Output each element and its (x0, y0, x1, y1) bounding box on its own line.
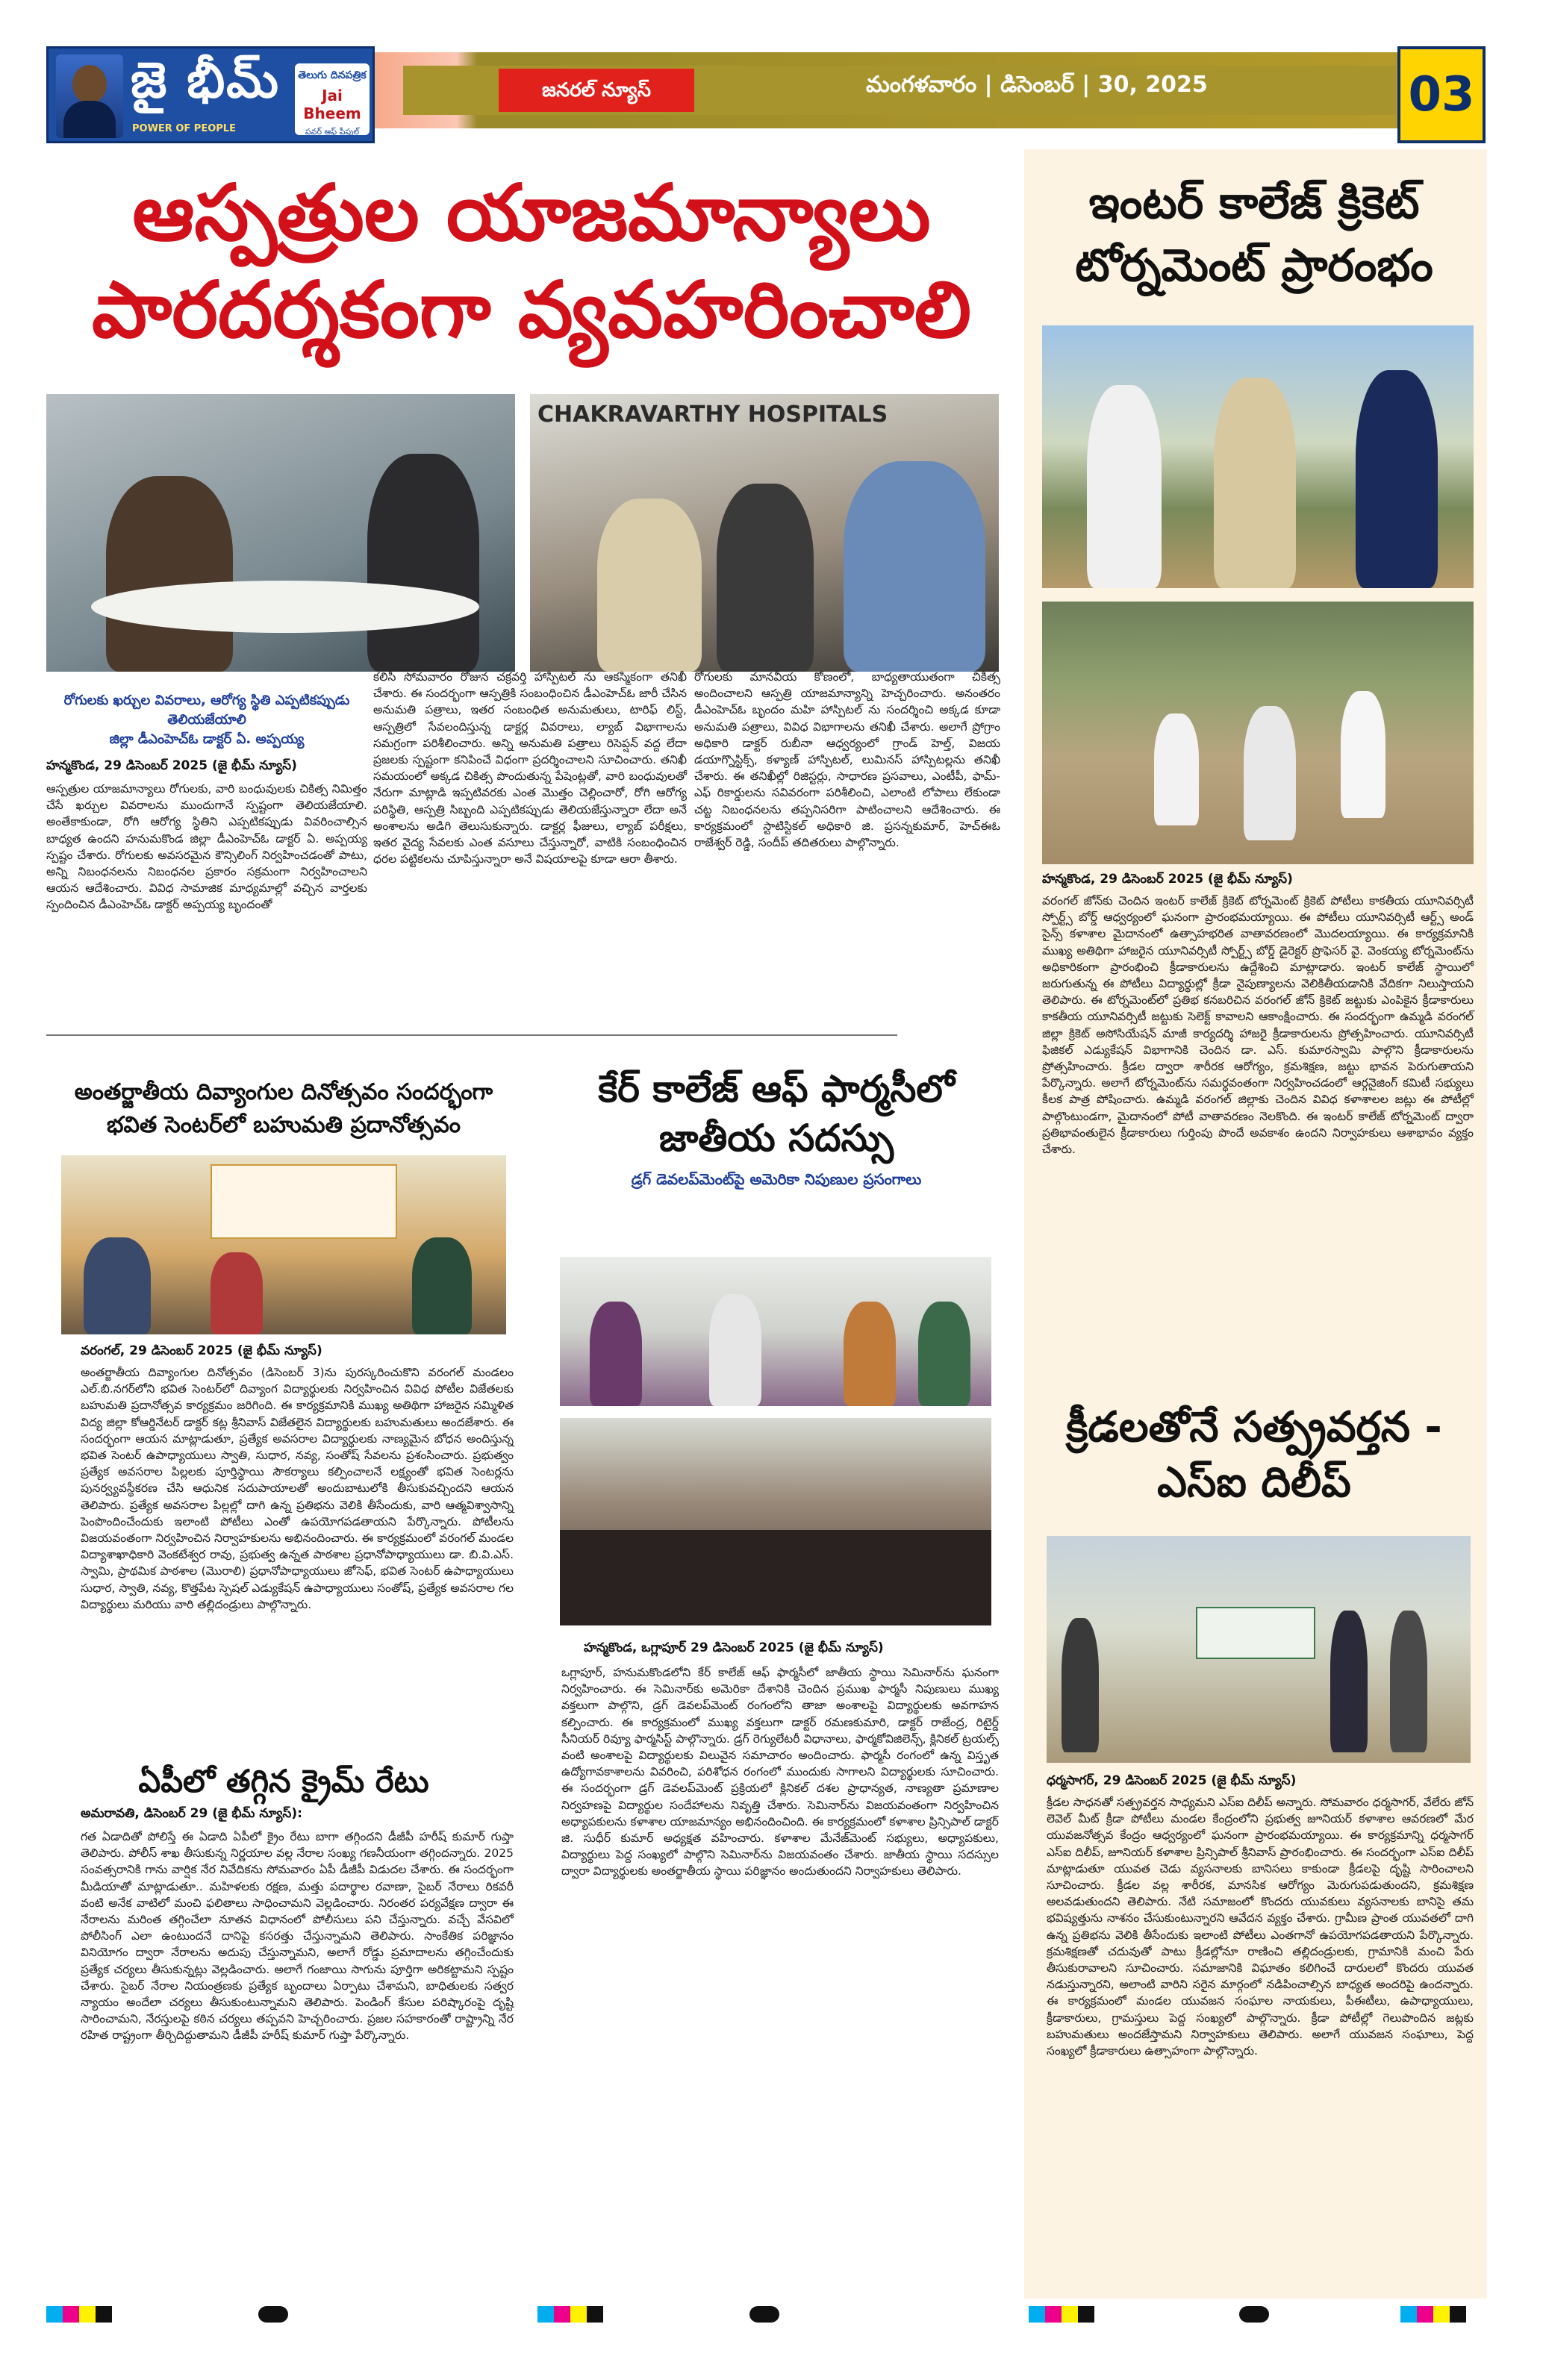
photo-cricket-match (1042, 602, 1474, 864)
color-registration-mark (537, 2306, 603, 2323)
disability-headline: అంతర్జాతీయ దివ్యాంగుల దినోత్సవం సందర్భంగా భవిత సెంటర్‌లో బహుమతి ప్రదానోత్సవం (74, 1079, 493, 1138)
color-registration-mark (46, 2306, 112, 2323)
paper-tagline: POWER OF PEOPLE (132, 123, 236, 134)
photo-hospital-visit (530, 394, 999, 672)
section-label: జనరల్ న్యూస్ (499, 69, 694, 112)
photo-cricket-officials (1042, 325, 1474, 588)
badge-top-text: తెలుగు దినపత్రిక (298, 69, 367, 81)
crime-headline: ఏపీలో తగ్గిన క్రైమ్ రేటు (138, 1763, 429, 1799)
divider (46, 1034, 897, 1036)
cricket-headline: ఇంటర్ కాలేజ్ క్రికెట్ టోర్నమెంట్ ప్రారంభం (1075, 177, 1433, 292)
date-date: 30 (1097, 72, 1129, 98)
main-story-column-1 (46, 691, 367, 913)
disability-byline: వరంగల్, 29 డిసెంబర్ 2025 (జై భీమ్ న్యూస్) (81, 1343, 322, 1358)
event-banner (1196, 1607, 1315, 1659)
photo-bhavita-center (61, 1155, 506, 1334)
main-byline: హన్మకొండ, 29 డిసెంబర్ 2025 (జై భీమ్ న్యూస్) (46, 758, 297, 773)
main-story-text-3: రోగులకు మానవీయ కోణంలో, బాధ్యతాయుతంగా చికిత్స అందించాలని ఆస్పత్రి యాజమాన్యాన్ని హెచ్చరించారు. అనంతరం డీఎంహెచ్‌ఓ బృందం మహి హాస్పిటల్ ను సందర్శించి అక్కడ కూడా అనుమతి పత్రాలు, వివిధ విభాగాలను తనిఖీ చేశారు. అలాగే ప్రోగ్రాం అధికారి డాక్టర్ రుబీనా ఆధ్వర్యంలో గ్రాండ్ హెల్త్, విజయ డయాగ్నొస్టిక్స్, కళ్యాణ్ హాస్పిటల్, లుమినస్ హాస్పిటల్లను తనిఖీ చేశారు. ఈ తనిఖీల్లో రిజిస్టర్లు, సాధారణ ప్రసవాలు, ఎంటీపీ, ఫామ్-ఎఫ్ రికార్డులను సవివరంగా పరిశీలించి, ఎలాంటి లోపాలు లేకుండా చట్ట నిబంధనలను తప్పనిసరిగా పాటించాలని ఆదేశించారు. ఈ కార్యక్రమంలో స్టాటిస్టికల్ అధికారి జి. ప్రసన్నకుమార్, హెచ్ఈఓ రాజేశ్వర్ రెడ్డి, సందీప్ తదితరులు పాల్గొన్నారు. (694, 670, 1000, 850)
main-headline-line2: పారదర్శకంగా వ్యవహరించాలి (92, 264, 971, 355)
date-month: డిసెంబర్ (1000, 72, 1074, 98)
disability-story-text: అంతర్జాతీయ దివ్యాంగుల దినోత్సవం (డిసెంబర్ 3)ను పురస్కరించుకొని వరంగల్ మండలం ఎల్.బి.నగర్‌లోని భవిత సెంటర్‌లో దివ్యాంగ విద్యార్థులకు నిర్వహించిన వివిధ పోటీల విజేతలకు బహుమతి ప్రదానోత్సవ కార్యక్రమం జరిగింది. ఈ కార్యక్రమానికి ముఖ్య అతిథిగా హాజరైన సమ్మిళిత విద్య జిల్లా కోఆర్డినేటర్ డాక్టర్ కట్ల శ్రీనివాస్ విజేతలైన విద్యార్థులకు బహుమతులు అందజేశారు. ఈ సందర్భంగా ఆయన మాట్లాడుతూ, ప్రత్యేక అవసరాల విద్యార్థులకు నాణ్యమైన బోధన అందిస్తున్న భవిత సెంటర్ ఉపాధ్యాయులు స్వాతి, సుధార, నవ్య, సంతోష్ సేవలను ప్రశంసించారు. ప్రభుత్వం ప్రత్యేక అవసరాల పిల్లలకు పూర్తిస్థాయి సౌకర్యాలు కల్పించాలనే లక్ష్యంతో భవిత సెంటర్లను పునర్వ్యవస్థీకరణ చేసి ఆధునిక సదుపాయాలతో అందుబాటులోకి తీసుకువచ్చిందని ఆయన తెలిపారు. ప్రత్యేక అవసరాల పిల్లల్లో దాగి ఉన్న ప్రతిభను వెలికి తీసేందుకు, వారి ఆత్మవిశ్వాసాన్ని పెంపొందించేందుకు ఇలాంటి పోటీలు ఎంతో ఉపయోగపడతాయని పేర్కొన్నారు. పోటీలను విజయవంతంగా నిర్వహించిన నిర్వాహకులను అభినందించారు. ఈ కార్యక్రమంలో వరంగల్ మండల విద్యాశాఖాధికారి వెంకటేశ్వర రావు, ప్రభుత్వ ఉన్నత పాఠశాల ప్రధానోపాధ్యాయులు డా. బి.వి.ఎస్. స్వామి, ప్రాథమిక పాఠశాల (మొరాలి) ప్రధానోపాధ్యాయులు జోసెఫ్, భవిత సెంటర్ ఉపాధ్యాయులు సుధార, స్వాతి, నవ్య, కొత్తపేట స్పెషల్ ఎడ్యుకేషన్ ఉపాధ్యాయులు సంతోష్, ప్రత్యేక అవసరాల గల విద్యార్థులు మరియు వారి తల్లిదండ్రులు పాల్గొన్నారు. (81, 1366, 514, 1611)
photo-seminar-audience (560, 1418, 991, 1625)
paper-badge (295, 63, 370, 135)
main-story-text-2: కలిసి సోమవారం రోజున చక్రవర్తి హాస్పిటల్ ను ఆకస్మికంగా తనిఖీ చేశారు. ఈ సందర్భంగా ఆస్పత్రికి సంబంధించిన డీఎంహెచ్‌ఓ జారీ చేసిన అనుమతి పత్రాలు, ఇతర సంబంధిత అనుమతులు, టారిఫ్ లిస్ట్, ఆస్పత్రిలో సేవలందిస్తున్న డాక్టర్ల వివరాలు, ల్యాబ్ విభాగాలను సమగ్రంగా పరిశీలించారు. అన్ని అనుమతి పత్రాలు రిసెప్షన్ వద్ద లేదా ప్రజలకు స్పష్టంగా కనిపించే విధంగా ప్రదర్శించాలని సూచించారు. తనిఖీ సమయంలో అక్కడ చికిత్స పొందుతున్న పేషెంట్లతో, వారి బంధువులతో నేరుగా మాట్లాడి ఇప్పటివరకు ఎంత మొత్తం చెల్లించారో, రోగి ఆరోగ్య పరిస్థితి, ఆస్పత్రి సిబ్బంది ఎప్పటికప్పుడు తెలియజేస్తున్నారా లేదా అనే అంశాలను అడిగి తెలుసుకున్నారు. డాక్టర్ల ఫీజులు, ల్యాబ్ పరీక్షలు, ఇతర వైద్య సేవలకు ఎంత వసూలు చేస్తున్నారో, వాటికి సంబంధించిన ధరల పట్టికలను చూపిస్తున్నారా అనే విషయాలపై కూడా ఆరా తీశారు. (373, 670, 687, 866)
si-story-text: క్రీడల సాధనతో సత్ప్రవర్తన సాధ్యమని ఎస్ఐ దిలీప్ అన్నారు. సోమవారం ధర్మసాగర్, వేలేరు జోన్ లెవెల్ మీట్ క్రీడా పోటీలు మండల కేంద్రంలోని ప్రభుత్వ జూనియర్ కళాశాల ఆవరణలో మేర యువజనోత్సవ కేంద్రం ఆధ్వర్యంలో ఘనంగా ప్రారంభమయ్యాయి. ఈ కార్యక్రమాన్ని ధర్మసాగర్ ఎస్ఐ దిలీప్, జూనియర్ కళాశాల ప్రిన్సిపాల్ శ్రీనివాస్ ప్రారంభించారు. ఈ సందర్భంగా ఎస్ఐ దిలీప్ మాట్లాడుతూ యువత చెడు వ్యసనాలకు బానిసలు కాకుండా క్రీడలపై దృష్టి సారించాలని సూచించారు. క్రీడల వల్ల శారీరక, మానసిక ఆరోగ్యం మెరుగుపడుతుందని, క్రమశిక్షణ అలవడుతుందని తెలిపారు. నేటి సమాజంలో కొందరు యువకులు వ్యసనాలకు బానిసై తమ భవిష్యత్తును నాశనం చేసుకుంటున్నారని ఆవేదన వ్యక్తం చేశారు. గ్రామీణ ప్రాంత యువతలో దాగి ఉన్న ప్రతిభను వెలికి తీసేందుకు ఇలాంటి పోటీలు ఎంతగానో ఉపయోగపడతాయని పేర్కొన్నారు. క్రమశిక్షణతో చదువుతో పాటు క్రీడల్లోనూ రాణించి తల్లిదండ్రులకు, గ్రామానికి మంచి పేరు తీసుకురావాలని సూచించారు. సమాజానికి విఘాతం కలిగించే దారులలో కొందరు యువత నడుస్తున్నారని, అలాంటి వారిని సరైన మార్గంలో నడిపించాల్సిన బాధ్యత అందరిపై ఉందన్నారు. ఈ కార్యక్రమంలో మండల యువజన సంఘాల నాయకులు, పీఈటీలు, ఉపాధ్యాయులు, క్రీడాకారులు, గ్రామస్తులు పెద్ద సంఖ్యలో పాల్గొన్నారు. క్రీడా పోటీల్లో గెలుపొందిన జట్లకు బహుమతులు అందజేస్తామని నిర్వాహకులు తెలిపారు. అలాగే యువజన సంఘాలు, పెద్ద సంఖ్యలో క్రీడాకారులు ఉత్సాహంగా పాల్గొన్నారు. (1047, 1796, 1474, 2058)
registration-pill (1239, 2306, 1269, 2323)
main-headline-line1: ఆస్పత్రుల యాజమాన్యాలు (132, 167, 931, 258)
date-day: మంగళవారం (866, 72, 977, 98)
photo-caption: రోగులకు ఖర్చుల వివరాలు, ఆరోగ్య స్థితి ఎప్పటికప్పుడు తెలియజేయాలి (63, 693, 350, 728)
date-year: 2025 (1145, 72, 1208, 98)
color-registration-mark (1029, 2306, 1094, 2323)
main-story-text-1: ఆస్పత్రుల యాజమాన్యాలు రోగులకు, వారి బంధువులకు చికిత్స నిమిత్తం చేసే ఖర్చుల వివరాలను ముందుగానే స్పష్టంగా తెలియజేయాలి. అంతేకాకుండా, రోగి ఆరోగ్య స్థితిని ఎప్పటికప్పుడు వివరించాల్సిన బాధ్యత ఉందని హనుమకొండ జిల్లా డీఎంహెచ్‌ఓ డాక్టర్ ఏ. అప్పయ్య స్పష్టం చేశారు. రోగులకు అవసరమైన కౌన్సిలింగ్ నిర్వహించడంతో పాటు, అన్ని నిబంధనలను నిబంధనల ప్రకారం సక్రమంగా నిర్వహించాలని ఆయన ఆదేశించారు. వివిధ సామాజిక మాధ్యమాల్లో వచ్చిన వార్తలకు స్పందించిన డీఎంహెచ్‌ఓ డాక్టర్ అప్పయ్య బృందంతో (46, 782, 367, 912)
registration-pill (258, 2306, 288, 2323)
paper-title: జై భీమ్ (131, 51, 280, 109)
page-number: 03 (1397, 46, 1486, 143)
crime-byline: అమరావతి, డిసెంబర్ 29 (జై భీమ్ న్యూస్): (81, 1806, 302, 1821)
cricket-byline: హన్మకొండ, 29 డిసెంబర్ 2025 (జై భీమ్ న్యూస్) (1042, 872, 1293, 887)
registration-pill (749, 2306, 779, 2323)
crime-story-text: గత ఏడాదితో పోలిస్తే ఈ ఏడాది ఏపీలో క్రైం రేటు బాగా తగ్గిందని డీజీపీ హరీష్ కుమార్ గుప్తా తెలిపారు. పోలీస్ శాఖ తీసుకున్న నిర్ణయాల వల్ల నేరాల సంఖ్య గణనీయంగా తగ్గిందన్నారు. 2025 సంవత్సరానికి గాను వార్షిక నేర నివేదికను సోమవారం ఏపీ డీజీపీ విడుదల చేశారు. ఈ సందర్భంగా మీడియాతో మాట్లాడుతూ.. మహిళలకు రక్షణ, మత్తు పదార్థాల రవాణా, సైబర్ నేరాలు రికవరీ వంటి అనేక వాటిలో మంచి ఫలితాలు సాధించామని వెల్లడించారు. నిరంతర పర్యవేక్షణ ద్వారా ఈ నేరాలను మరింత తగ్గించేలా నూతన విధానంలో పోలీసులు పని చేస్తున్నారు. వచ్చే వేసవిలో పోలీసింగ్ ఎలా ఉంటుందనే దానిపై కసరత్తు చేస్తున్నామని తెలిపారు. సాంకేతిక పరిజ్ఞానం వినియోగం ద్వారా నేరాలను అదుపు చేస్తున్నామని, అలాగే రోడ్డు ప్రమాదాలను తగ్గించేందుకు ప్రత్యేక చర్యలు తీసుకున్నట్లు వెల్లడించారు. అలాగే గంజాయి సాగును పూర్తిగా అరికట్టామని స్పష్టం చేశారు. సైబర్ నేరాల నియంత్రణకు ప్రత్యేక బృందాలు ఏర్పాటు చేశామని, బాధితులకు సత్వర న్యాయం అందేలా చర్యలు తీసుకుంటున్నామని తెలిపారు. పెండింగ్ కేసుల పరిష్కారంపై దృష్టి సారించామని, నేరస్తులపై కఠిన చర్యలు తప్పవని హెచ్చరించారు. ప్రజల సహకారంతో రాష్ట్రాన్ని నేర రహిత రాష్ట్రంగా తీర్చిదిద్దుతామని డీజీపీ హరీష్ కుమార్ గుప్తా పేర్కొన్నారు. (81, 1830, 514, 2043)
pharmacy-subheadline: డ్రగ్ డెవలప్‌మెంట్‌పై అమెరికా నిపుణుల ప్రసంగాలు (631, 1170, 922, 1188)
hospital-sign: CHAKRAVARTHY HOSPITALS (537, 402, 888, 428)
badge-name: Jai Bheem (303, 87, 361, 122)
main-headline (46, 164, 1017, 358)
photo-caption-credit: జిల్లా డీఎంహెచ్‌ఓ డాక్టర్ ఏ. అప్పయ్య (109, 731, 305, 747)
pharmacy-byline: హన్మకొండ, ఒగ్లాపూర్ 29 డిసెంబర్ 2025 (జై భీమ్ న్యూస్) (584, 1640, 884, 1655)
masthead-logo (46, 46, 375, 143)
si-headline: క్రీడలతోనే సత్ప్రవర్తన - ఎస్ఐ దిలీప్ (1066, 1403, 1442, 1507)
dateline: మంగళవారం | డిసెంబర్ | 30, 2025 (866, 72, 1208, 98)
color-registration-mark (1400, 2306, 1466, 2323)
event-board (211, 1164, 397, 1239)
photo-seminar-guests (560, 1257, 991, 1406)
badge-sub-text: పవర్ ఆఫ్ పీపుల్ (305, 127, 360, 137)
photo-inspection-office (46, 394, 515, 672)
si-byline: ధర్మసాగర్, 29 డిసెంబర్ 2025 (జై భీమ్ న్యూస్) (1047, 1773, 1297, 1788)
cricket-story-text: వరంగల్ జోన్‌కు చెందిన ఇంటర్ కాలేజ్ క్రికెట్ టోర్నమెంట్ క్రికెట్ పోటీలు కాకతీయ యూనివర్సిటీ స్పోర్ట్స్ బోర్డ్ ఆధ్వర్యంలో ఘనంగా ప్రారంభమయ్యాయి. ఈ పోటీలు యూనివర్సిటీ ఆర్ట్స్ అండ్ సైన్స్ కళాశాల మైదానంలో ఉత్సాహభరిత వాతావరణంలో మొదలయ్యాయి. ఈ కార్యక్రమానికి ముఖ్య అతిథిగా హాజరైన యూనివర్సిటీ స్పోర్ట్స్ బోర్డ్ డైరెక్టర్ ప్రొఫెసర్ వై. వెంకయ్య టోర్నమెంట్‌ను అధికారికంగా ప్రారంభించి క్రీడాకారులను ఉద్దేశించి మాట్లాడారు. ఇంటర్ కాలేజ్ స్థాయిలో జరుగుతున్న ఈ పోటీలు విద్యార్థుల్లో క్రీడా నైపుణ్యాలను వెలికితీయడానికి వేదికగా నిలుస్తాయని తెలిపారు. ఈ టోర్నమెంట్‌లో ప్రతిభ కనబరిచిన వరంగల్ జోన్ క్రికెట్ జట్టుకు ఎంపికైన క్రీడాకారులు కాకతీయ యూనివర్సిటీ జట్టుకు సెలెక్ట్ కావాలని ఆకాంక్షించారు. ఈ సందర్భంగా ఉమ్మడి వరంగల్ జిల్లా క్రికెట్ అసోసియేషన్ మాజీ కార్యదర్శి హాజరై క్రీడాకారులను ప్రోత్సహించారు. యూనివర్సిటీ ఫిజికల్ ఎడ్యుకేషన్ విభాగానికి చెందిన డా. ఎస్. కుమారస్వామి పాల్గొని క్రీడాకారులను ప్రోత్సహించారు. క్రీడల ద్వారా శారీరక ఆరోగ్యం, క్రమశిక్షణ, జట్టు భావన పెరుగుతాయని పేర్కొన్నారు. అలాగే టోర్నమెంట్‌ను సమర్థవంతంగా నిర్వహించడంలో ఆర్గనైజింగ్ కమిటీ సభ్యులు కీలక పాత్ర పోషించారు. ఉమ్మడి వరంగల్ జిల్లాకు చెందిన వివిధ కళాశాలల జట్లు ఈ పోటీల్లో పాల్గొంటుండగా, మైదానంలో పోటీ వాతావరణం నెలకొంది. ఈ ఇంటర్ కాలేజ్ టోర్నమెంట్ ద్వారా ప్రతిభావంతులైన క్రీడాకారులు గుర్తింపు పొందే అవకాశం ఉందని నిర్వాహకులు ఆశాభావం వ్యక్తం చేశారు. (1042, 894, 1474, 1157)
ambedkar-portrait (56, 54, 123, 138)
pharmacy-story-text: ఒగ్లాపూర్, హనుమకొండలోని కేర్ కాలేజ్ ఆఫ్ ఫార్మసీలో జాతీయ స్థాయి సెమినార్‌ను ఘనంగా నిర్వహించారు. ఈ సెమినార్‌కు అమెరికా దేశానికి చెందిన ప్రముఖ ఫార్మసీ నిపుణులు ముఖ్య వక్తలుగా పాల్గొని, డ్రగ్ డెవలప్‌మెంట్ రంగంలోని తాజా అంశాలపై విద్యార్థులకు అవగాహన కల్పించారు. ఈ కార్యక్రమంలో ముఖ్య వక్తలుగా డాక్టర్ రమణకుమారి, డాక్టర్ రాజేంద్ర, రిటైర్డ్ సీనియర్ రివ్యూ ఫార్మసిస్ట్ పాల్గొన్నారు. డ్రగ్ రెగ్యులేటరీ విధానాలు, ఫార్మకోవిజిలెన్స్, క్లినికల్ ట్రయల్స్ వంటి అంశాలపై విద్యార్థులకు విలువైన సమాచారం అందించారు. ఫార్మసీ రంగంలో ఉన్న విస్తృత ఉద్యోగావకాశాలను వివరించి, పరిశోధన రంగంలో ముందుకు సాగాలని విద్యార్థులకు సూచించారు. ఈ సందర్భంగా డ్రగ్ డెవలప్‌మెంట్ ప్రక్రియలో క్లినికల్ దశల ప్రాధాన్యత, నాణ్యతా ప్రమాణాల నిర్వహణపై విద్యార్థుల సందేహాలను నివృత్తి చేశారు. సెమినార్‌ను విజయవంతంగా నిర్వహించిన అధ్యాపకులను కళాశాల యాజమాన్యం అభినందించింది. ఈ కార్యక్రమంలో కళాశాల ప్రిన్సిపాల్ డాక్టర్ జి. సుధీర్ కుమార్ అధ్యక్షత వహించారు. కళాశాల మేనేజ్‌మెంట్ సభ్యులు, అధ్యాపకులు, విద్యార్థులు పెద్ద సంఖ్యలో పాల్గొని సెమినార్‌ను విజయవంతం చేశారు. జాతీయ స్థాయి సదస్సుల ద్వారా విద్యార్థులకు అంతర్జాతీయ స్థాయి పరిజ్ఞానం అందుతుందని నిర్వాహకులు తెలిపారు. (561, 1666, 999, 1878)
photo-sports-meet (1047, 1536, 1471, 1763)
pharmacy-headline: కేర్ కాలేజ్ ఆఫ్ ఫార్మసీలో జాతీయ సదస్సు (598, 1067, 955, 1160)
